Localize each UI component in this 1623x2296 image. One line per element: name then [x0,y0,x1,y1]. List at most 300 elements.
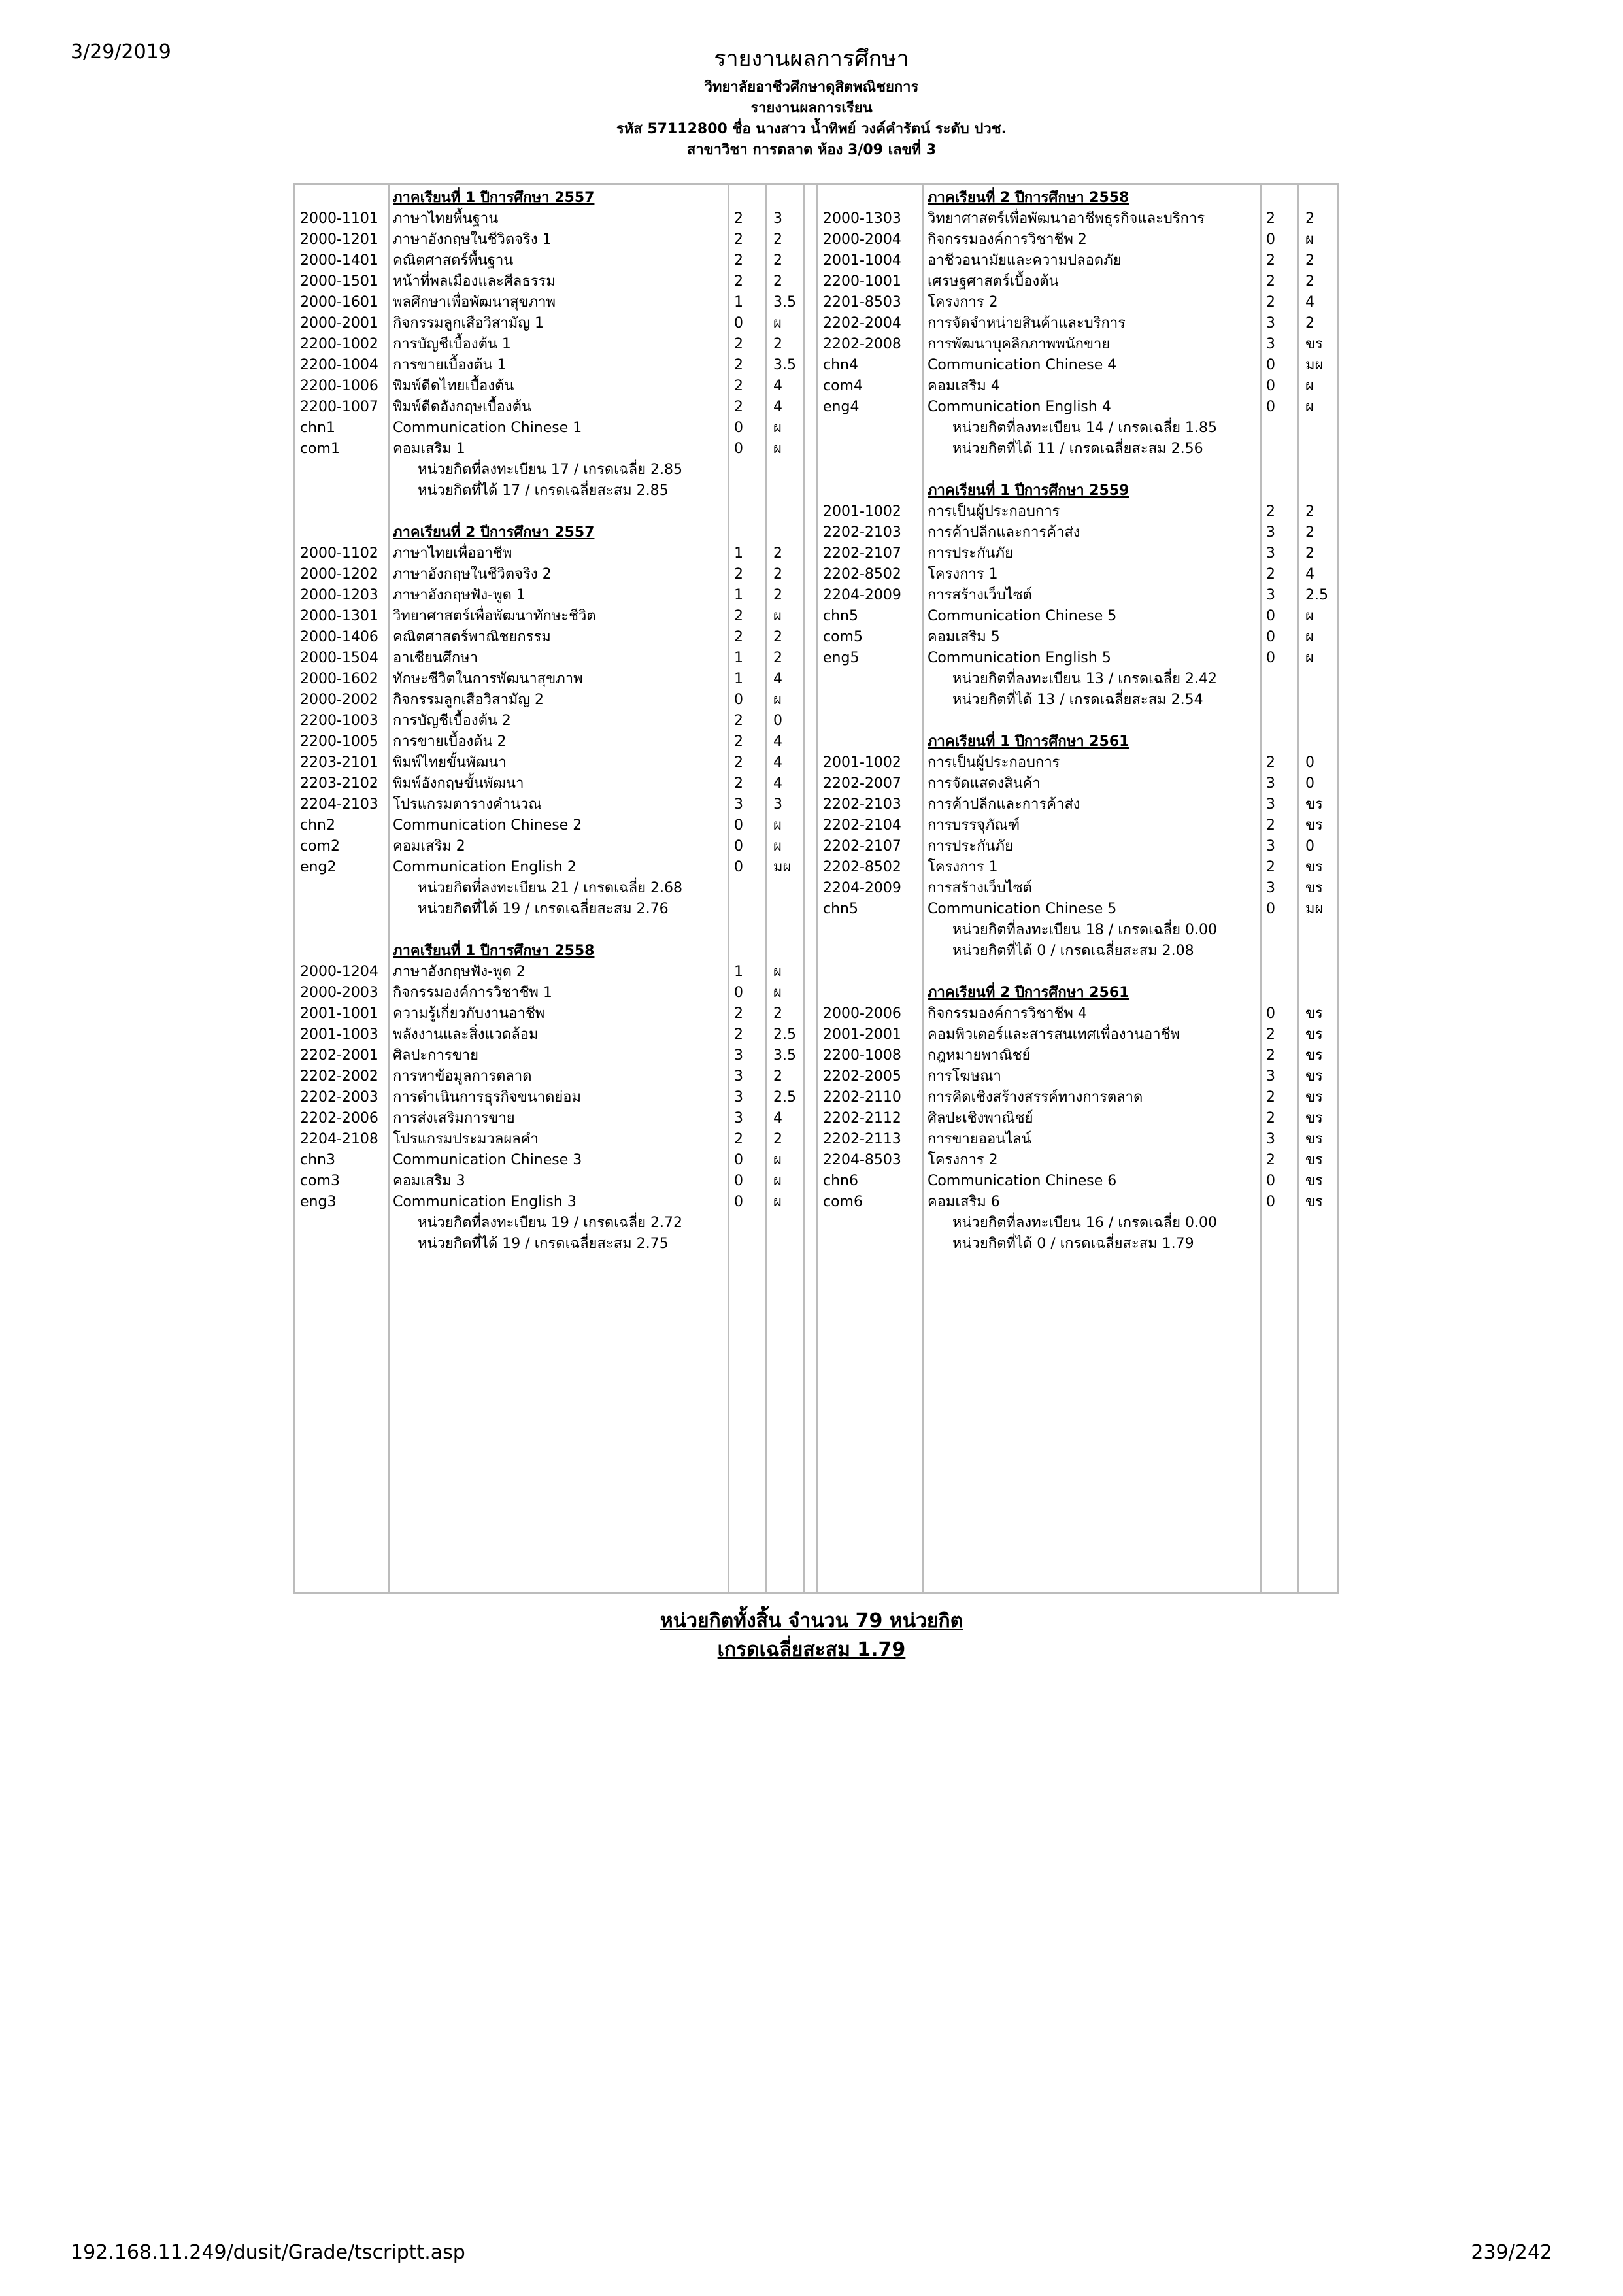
course-row [295,648,1337,669]
course-grade: ขร [1305,1068,1323,1085]
course-row [295,815,1337,836]
course-credit: 2 [734,252,743,269]
term-summary: หน่วยกิตที่ลงทะเบียน 13 / เกรดเฉลี่ย 2.42 [952,671,1218,687]
course-grade: ผ [1305,399,1314,415]
course-row [295,606,1337,627]
course-credit: 2 [734,608,743,624]
course-row [295,1129,1337,1150]
course-code: com2 [300,838,340,854]
course-name: หน้าที่พลเมืองและศีลธรรม [393,273,556,290]
course-code: eng3 [300,1194,337,1210]
course-credit: 0 [734,420,743,436]
course-grade: 4 [773,671,782,687]
course-grade: มผ [773,859,792,875]
course-code: 2202-8502 [823,859,901,875]
course-code: 2202-2110 [823,1089,901,1106]
course-credit: 2 [734,566,743,582]
course-grade: ขร [1305,1131,1323,1147]
term-summary: หน่วยกิตที่ลงทะเบียน 14 / เกรดเฉลี่ย 1.85 [952,420,1218,436]
course-grade: 2 [1305,503,1314,520]
course-code: 2202-2004 [823,315,901,331]
course-grade: ผ [1305,378,1314,394]
course-credit: 2 [734,336,743,352]
course-code: 2000-1401 [300,252,378,269]
term-heading: ภาคเรียนที่ 1 ปีการศึกษา 2559 [928,482,1129,499]
transcript-totals [0,1607,1623,1664]
course-name: ศิลปะเชิงพาณิชย์ [928,1110,1033,1126]
course-name: การบรรจุภัณฑ์ [928,817,1020,834]
course-credit: 3 [1266,545,1275,562]
course-row [295,794,1337,815]
course-grade: ผ [773,1152,782,1168]
course-name: การเป็นผู้ประกอบการ [928,503,1060,520]
course-grade: 3 [773,796,782,813]
term-heading: ภาคเรียนที่ 2 ปีการศึกษา 2558 [928,190,1129,206]
course-credit: 2 [1266,1026,1275,1043]
course-credit: 1 [734,545,743,562]
course-grade: ขร [1305,1110,1323,1126]
course-name: คอมเสริม 3 [393,1173,465,1189]
course-grade: ขร [1305,796,1323,813]
term-summary-row [295,669,1337,690]
term-heading: ภาคเรียนที่ 2 ปีการศึกษา 2561 [928,985,1129,1001]
course-name: ภาษาอังกฤษฟัง-พูด 1 [393,587,526,603]
course-code: 2001-2001 [823,1026,901,1043]
print-date: 3/29/2019 [71,41,171,63]
course-code: 2202-2007 [823,775,901,792]
course-credit: 2 [734,1026,743,1043]
course-grade: ผ [773,1173,782,1189]
course-row [295,899,1337,920]
course-grade: 2 [773,1005,782,1022]
course-name: การสร้างเว็บไซต์ [928,587,1032,603]
course-credit: 0 [1266,399,1275,415]
course-grade: 2 [1305,545,1314,562]
course-name: การจัดจำหน่ายสินค้าและบริการ [928,315,1126,331]
term-heading: ภาคเรียนที่ 1 ปีการศึกษา 2557 [393,190,595,206]
course-grade: ขร [1305,880,1323,896]
course-row [295,397,1337,418]
course-name: กิจกรรมองค์การวิชาชีพ 1 [393,985,552,1001]
course-name: ภาษาไทยพื้นฐาน [393,211,499,227]
course-code: 2000-1202 [300,566,378,582]
course-grade: 2 [773,545,782,562]
course-code: 2000-2001 [300,315,378,331]
course-grade: 4 [1305,566,1314,582]
course-name: กฎหมายพาณิชย์ [928,1047,1031,1064]
course-name: การประกันภัย [928,838,1013,854]
course-name: คอมเสริม 1 [393,441,465,457]
course-row [295,313,1337,334]
course-grade: 4 [773,734,782,750]
term-summary: หน่วยกิตที่ได้ 17 / เกรดเฉลี่ยสะสม 2.85 [418,482,669,499]
course-name: การบัญชีเบื้องต้น 1 [393,336,511,352]
course-code: chn5 [823,608,858,624]
page-title: รายงานผลการศึกษา [714,46,909,72]
course-code: 2001-1002 [823,503,901,520]
course-grade: ขร [1305,1005,1323,1022]
course-credit: 2 [1266,754,1275,771]
course-credit: 3 [734,1110,743,1126]
course-name: Communication Chinese 5 [928,608,1117,624]
course-name: การเป็นผู้ประกอบการ [928,754,1060,771]
course-name: ภาษาอังกฤษในชีวิตจริง 1 [393,231,552,248]
term-summary-row [295,1234,1337,1255]
course-code: com4 [823,378,863,394]
student-info: รหัส 57112800 ชื่อ นางสาว น้ำทิพย์ วงค์คำรัตน์ ระดับ ปวช. [616,121,1007,137]
course-credit: 2 [1266,273,1275,290]
course-row [295,250,1337,271]
term-summary: หน่วยกิตที่ลงทะเบียน 18 / เกรดเฉลี่ย 0.00 [952,922,1218,938]
page-url: 192.168.11.249/dusit/Grade/tscriptt.asp [71,2241,465,2264]
course-row [295,522,1337,543]
course-credit: 2 [1266,566,1275,582]
course-code: 2201-8503 [823,294,901,311]
course-code: 2000-2006 [823,1005,901,1022]
course-code: chn3 [300,1152,335,1168]
term-heading-row [295,481,1337,501]
course-credit: 3 [1266,315,1275,331]
course-name: ทักษะชีวิตในการพัฒนาสุขภาพ [393,671,583,687]
course-name: โปรแกรมตารางคำนวณ [393,796,542,813]
course-row [295,271,1337,292]
course-code: 2000-2002 [300,692,378,708]
course-credit: 2 [734,754,743,771]
course-credit: 0 [734,1194,743,1210]
course-code: 2202-2103 [823,524,901,541]
course-code: 2000-1203 [300,587,378,603]
course-name: พลศึกษาเพื่อพัฒนาสุขภาพ [393,294,556,311]
course-code: 2202-2005 [823,1068,901,1085]
course-grade: 2 [773,587,782,603]
course-credit: 2 [734,231,743,248]
page-number: 239/242 [1471,2241,1552,2264]
course-credit: 1 [734,964,743,980]
course-code: 2204-8503 [823,1152,901,1168]
course-grade: 2 [773,273,782,290]
course-name: การค้าปลีกและการค้าส่ง [928,524,1080,541]
course-code: 2202-2107 [823,545,901,562]
term-summary-row [295,941,1337,962]
course-credit: 1 [734,587,743,603]
course-code: 2200-1003 [300,713,378,729]
term-summary: หน่วยกิตที่ได้ 0 / เกรดเฉลี่ยสะสม 2.08 [952,943,1194,959]
course-name: การหาข้อมูลการตลาด [393,1068,532,1085]
course-row [295,292,1337,313]
course-credit: 3 [1266,336,1275,352]
course-name: Communication Chinese 2 [393,817,582,834]
term-heading-row [295,732,1337,752]
course-grade: ขร [1305,817,1323,834]
course-code: 2204-2009 [823,880,901,896]
course-name: การจัดแสดงสินค้า [928,775,1041,792]
term-heading: ภาคเรียนที่ 1 ปีการศึกษา 2561 [928,734,1129,750]
course-name: กิจกรรมลูกเสือวิสามัญ 2 [393,692,544,708]
course-name: พิมพ์ดีดไทยเบื้องต้น [393,378,514,394]
course-grade: 3.5 [773,357,796,373]
course-grade: 2 [1305,315,1314,331]
term-summary: หน่วยกิตที่ได้ 13 / เกรดเฉลี่ยสะสม 2.54 [952,692,1203,708]
course-code: 2204-2009 [823,587,901,603]
course-credit: 2 [734,1131,743,1147]
course-credit: 0 [734,985,743,1001]
term-summary: หน่วยกิตที่ได้ 0 / เกรดเฉลี่ยสะสม 1.79 [952,1236,1194,1252]
course-name: โครงการ 1 [928,566,998,582]
course-grade: 4 [773,775,782,792]
course-name: การดำเนินการธุรกิจขนาดย่อม [393,1089,581,1106]
course-credit: 0 [734,859,743,875]
course-grade: 2.5 [1305,587,1328,603]
course-grade: 0 [1305,775,1314,792]
term-summary-row [295,1213,1337,1234]
course-name: Communication English 3 [393,1194,577,1210]
course-grade: 2 [1305,252,1314,269]
course-row [295,1087,1337,1108]
course-grade: ขร [1305,336,1323,352]
course-grade: 0 [773,713,782,729]
report-name: รายงานผลการเรียน [750,100,873,116]
course-name: การค้าปลีกและการค้าส่ง [928,796,1080,813]
course-grade: ผ [1305,608,1314,624]
course-credit: 3 [1266,796,1275,813]
course-code: 2200-1007 [300,399,378,415]
course-credit: 0 [734,692,743,708]
course-row [295,773,1337,794]
course-name: โครงการ 2 [928,294,998,311]
course-credit: 0 [1266,901,1275,917]
course-code: chn4 [823,357,858,373]
course-grade: ผ [773,315,782,331]
course-name: อาเซียนศึกษา [393,650,478,666]
course-credit: 2 [734,629,743,645]
course-grade: ผ [773,420,782,436]
spacer-row [295,460,1337,481]
course-name: กิจกรรมองค์การวิชาชีพ 4 [928,1005,1087,1022]
course-name: การประกันภัย [928,545,1013,562]
course-grade: 2 [1305,211,1314,227]
course-code: 2200-1008 [823,1047,901,1064]
course-code: 2202-2112 [823,1110,901,1126]
course-grade: 2 [773,231,782,248]
course-row [295,1192,1337,1213]
course-credit: 2 [734,775,743,792]
course-credit: 3 [734,1068,743,1085]
course-code: com1 [300,441,340,457]
course-credit: 0 [1266,378,1275,394]
course-name: การขายเบื้องต้น 2 [393,734,507,750]
institution-name: วิทยาลัยอาชีวศึกษาดุสิตพณิชยการ [704,79,919,95]
course-credit: 2 [1266,1047,1275,1064]
course-name: โครงการ 1 [928,859,998,875]
course-credit: 3 [1266,1131,1275,1147]
course-code: 2200-1001 [823,273,901,290]
course-grade: 4 [1305,294,1314,311]
course-grade: 3.5 [773,1047,796,1064]
course-grade: 0 [1305,754,1314,771]
course-credit: 0 [734,838,743,854]
course-code: chn1 [300,420,335,436]
course-code: 2000-1301 [300,608,378,624]
course-name: Communication Chinese 5 [928,901,1117,917]
term-summary-row [295,690,1337,711]
course-credit: 0 [1266,357,1275,373]
course-code: 2202-2001 [300,1047,378,1064]
course-name: การขายออนไลน์ [928,1131,1031,1147]
course-credit: 2 [1266,1152,1275,1168]
course-name: Communication English 5 [928,650,1111,666]
course-name: การคิดเชิงสร้างสรรค์ทางการตลาด [928,1089,1143,1106]
course-credit: 2 [1266,211,1275,227]
term-summary: หน่วยกิตที่ลงทะเบียน 17 / เกรดเฉลี่ย 2.85 [418,462,683,478]
course-name: การสร้างเว็บไซต์ [928,880,1032,896]
course-code: 2200-1005 [300,734,378,750]
course-code: 2001-1002 [823,754,901,771]
course-name: พิมพ์อังกฤษขั้นพัฒนา [393,775,524,792]
term-heading-row [295,188,1337,209]
course-code: 2000-1504 [300,650,378,666]
course-code: 2204-2108 [300,1131,378,1147]
course-credit: 2 [1266,252,1275,269]
course-row [295,1004,1337,1024]
course-name: คณิตศาสตร์พาณิชยกรรม [393,629,551,645]
course-credit: 2 [734,273,743,290]
term-summary: หน่วยกิตที่ได้ 11 / เกรดเฉลี่ยสะสม 2.56 [952,441,1203,457]
course-grade: ผ [773,817,782,834]
course-code: 2202-2006 [300,1110,378,1126]
course-code: 2000-1101 [300,211,378,227]
course-name: Communication Chinese 3 [393,1152,582,1168]
course-name: ความรู้เกี่ยวกับงานอาชีพ [393,1005,545,1022]
course-credit: 2 [734,357,743,373]
course-name: กิจกรรมลูกเสือวิสามัญ 1 [393,315,544,331]
course-code: 2000-1204 [300,964,378,980]
course-grade: 2 [773,650,782,666]
course-grade: ขร [1305,1152,1323,1168]
course-code: 2000-2003 [300,985,378,1001]
course-code: com6 [823,1194,863,1210]
course-credit: 2 [734,211,743,227]
course-grade: ผ [1305,650,1314,666]
course-name: คณิตศาสตร์พื้นฐาน [393,252,514,269]
course-name: คอมเสริม 4 [928,378,1000,394]
course-credit: 0 [1266,231,1275,248]
term-summary: หน่วยกิตที่ลงทะเบียน 16 / เกรดเฉลี่ย 0.00 [952,1215,1218,1231]
course-grade: ผ [773,838,782,854]
course-name: การขายเบื้องต้น 1 [393,357,507,373]
course-grade: ขร [1305,859,1323,875]
course-code: eng2 [300,859,337,875]
course-row [295,627,1337,648]
course-grade: 2.5 [773,1089,796,1106]
course-credit: 2 [1266,503,1275,520]
course-code: 2000-2004 [823,231,901,248]
course-code: 2202-2103 [823,796,901,813]
course-row [295,1171,1337,1192]
term-heading: ภาคเรียนที่ 1 ปีการศึกษา 2558 [393,943,595,959]
course-row [295,376,1337,397]
course-code: 2203-2101 [300,754,378,771]
course-credit: 0 [734,1152,743,1168]
term-summary: หน่วยกิตที่ลงทะเบียน 19 / เกรดเฉลี่ย 2.72 [418,1215,683,1231]
course-row [295,878,1337,899]
term-heading-row [295,983,1337,1004]
course-name: Communication Chinese 1 [393,420,582,436]
course-name: Communication Chinese 6 [928,1173,1117,1189]
course-credit: 1 [734,650,743,666]
course-code: 2200-1006 [300,378,378,394]
course-grade: 3 [773,211,782,227]
course-grade: ผ [773,1194,782,1210]
course-row [295,752,1337,773]
course-grade: ขร [1305,1089,1323,1106]
course-name: ภาษาไทยเพื่ออาชีพ [393,545,512,562]
cumulative-gpa: เกรดเฉลี่ยสะสม 1.79 [717,1638,906,1661]
course-row [295,334,1337,355]
course-row [295,1150,1337,1171]
term-summary-row [295,920,1337,941]
course-name: คอมเสริม 2 [393,838,465,854]
course-name: กิจกรรมองค์การวิชาชีพ 2 [928,231,1087,248]
course-row [295,1024,1337,1045]
course-grade: ผ [773,441,782,457]
course-name: วิทยาศาสตร์เพื่อพัฒนาอาชีพธุรกิจและบริการ [928,211,1205,227]
course-credit: 0 [1266,1173,1275,1189]
course-code: 2203-2102 [300,775,378,792]
course-credit: 2 [1266,294,1275,311]
course-name: การส่งเสริมการขาย [393,1110,515,1126]
course-name: พลังงานและสิ่งแวดล้อม [393,1026,539,1043]
course-code: 2000-1501 [300,273,378,290]
course-grade: มผ [1305,357,1324,373]
total-credits: หน่วยกิตทั้งสิ้น จำนวน 79 หน่วยกิต [660,1610,963,1632]
term-summary: หน่วยกิตที่ได้ 19 / เกรดเฉลี่ยสะสม 2.75 [418,1236,669,1252]
course-code: 2202-2008 [823,336,901,352]
course-row [295,585,1337,606]
course-grade: 0 [1305,838,1314,854]
course-grade: 4 [773,1110,782,1126]
course-grade: ขร [1305,1194,1323,1210]
course-credit: 0 [1266,608,1275,624]
spacer-row [295,711,1337,732]
course-code: 2000-1602 [300,671,378,687]
course-code: 2001-1003 [300,1026,378,1043]
course-row [295,1066,1337,1087]
course-code: 2001-1004 [823,252,901,269]
course-code: eng4 [823,399,860,415]
course-name: คอมเสริม 5 [928,629,1000,645]
course-credit: 0 [734,315,743,331]
course-code: com3 [300,1173,340,1189]
course-name: คอมเสริม 6 [928,1194,1000,1210]
course-credit: 3 [734,1089,743,1106]
course-credit: 1 [734,294,743,311]
course-credit: 2 [1266,1089,1275,1106]
course-name: พิมพ์ไทยขั้นพัฒนา [393,754,507,771]
course-grade: มผ [1305,901,1324,917]
course-grade: 2 [773,252,782,269]
course-code: com5 [823,629,863,645]
term-summary: หน่วยกิตที่ได้ 19 / เกรดเฉลี่ยสะสม 2.76 [418,901,669,917]
course-name: โครงการ 2 [928,1152,998,1168]
course-row [295,229,1337,250]
term-summary-row [295,439,1337,460]
term-heading: ภาคเรียนที่ 2 ปีการศึกษา 2557 [393,524,595,541]
transcript-table [293,183,1339,1594]
course-name: ศิลปะการขาย [393,1047,479,1064]
course-grade: 3.5 [773,294,796,311]
course-credit: 2 [1266,859,1275,875]
course-grade: 2 [773,629,782,645]
